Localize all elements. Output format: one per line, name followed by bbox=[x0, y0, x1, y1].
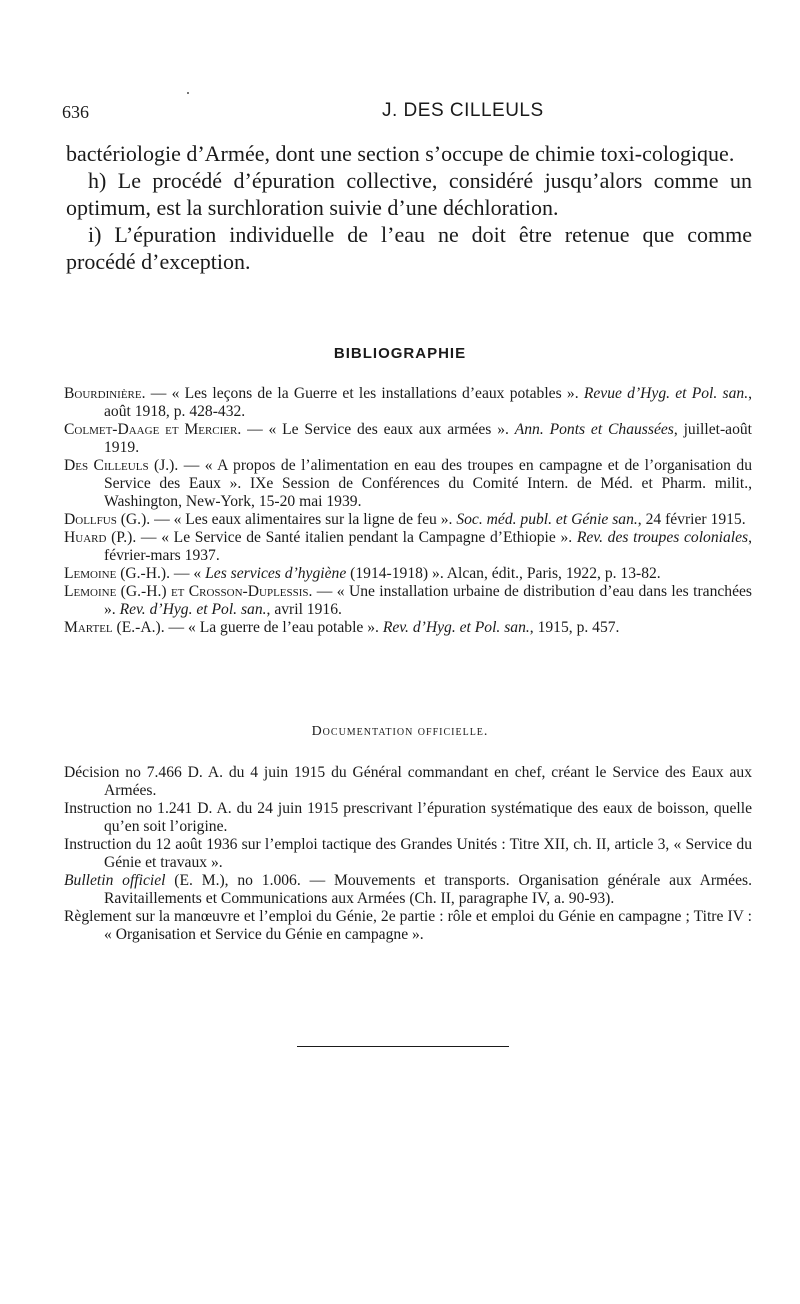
entry-text: — « Le Service des eaux aux armées ». bbox=[241, 421, 515, 438]
entry-author: Lemoine (G.-H.). bbox=[64, 565, 170, 582]
end-rule bbox=[297, 1046, 509, 1047]
bibliography-entry bbox=[64, 583, 752, 619]
entry-text: — « Une installation urbaine de distribution d’eau dans les tranchées ». bbox=[104, 583, 752, 618]
entry-text: — « Les leçons de la Guerre et les installations d’eaux potables ». bbox=[145, 385, 584, 402]
official-documentation-heading: Documentation officielle. bbox=[311, 724, 489, 739]
entry-text: — « La guerre de l’eau potable ». bbox=[164, 619, 383, 636]
bibliography-entry bbox=[64, 511, 752, 529]
entry-tail: , 1915, p. 457. bbox=[529, 619, 620, 636]
body-text bbox=[66, 140, 752, 275]
entry-text: Décision no 7.466 D. A. du 4 juin 1915 du Général commandant en chef, créant le Service des Eaux aux Armées. bbox=[64, 764, 752, 799]
entry-source: Les services d’hygiène bbox=[205, 565, 347, 582]
entry-text: Règlement sur la manœuvre et l’emploi du Génie, 2e partie : rôle et emploi du Génie en campagne ; Titre IV : « Organisation et Service du Génie en campagne ». bbox=[64, 908, 752, 943]
entry-tail: (1914-1918) ». Alcan, édit., Paris, 1922, p. 13-82. bbox=[346, 565, 661, 582]
page-header bbox=[62, 102, 752, 128]
entry-text: — « bbox=[170, 565, 206, 582]
bibliography-entry bbox=[64, 619, 752, 637]
bibliography-entry bbox=[64, 457, 752, 511]
entry-source: Ann. Ponts et Chaussées bbox=[514, 421, 674, 438]
entry-tail: , 24 février 1915. bbox=[637, 511, 746, 528]
entry-text: — « Le Service de Santé italien pendant la Campagne d’Ethiopie ». bbox=[136, 529, 577, 546]
entry-tail: , juillet-août 1919. bbox=[104, 421, 753, 456]
entry-text: (E. M.), no 1.006. — Mouvements et transports. Organisation générale aux Armées. Ravitaillements et Communications aux Armées (Ch. II, paragraphe IV, a. 90-93). bbox=[104, 872, 752, 907]
entry-source: Revue d’Hyg. et Pol. san. bbox=[583, 385, 749, 402]
bibliography-heading: BIBLIOGRAPHIE bbox=[333, 345, 467, 362]
page-number: 636 bbox=[62, 102, 89, 122]
official-entry bbox=[64, 872, 752, 908]
paragraph: i) L’épuration individuelle de l’eau ne doit être retenue que comme procédé d’exception. bbox=[66, 222, 752, 274]
bibliography-entry bbox=[64, 421, 752, 457]
entry-tail: , février-mars 1937. bbox=[104, 529, 753, 564]
official-entry bbox=[64, 764, 752, 800]
entry-source: Rev. d’Hyg. et Pol. san. bbox=[382, 619, 530, 636]
entry-author: Dollfus (G.). bbox=[64, 511, 151, 528]
entry-author: Des Cilleuls (J.). bbox=[64, 457, 179, 474]
entry-source: Rev. d’Hyg. et Pol. san. bbox=[119, 601, 267, 618]
entry-tail: , août 1918, p. 428-432. bbox=[104, 385, 752, 420]
entry-author: Bourdinière. bbox=[64, 385, 146, 402]
bibliography-entry bbox=[64, 385, 752, 421]
entry-text: — « A propos de l’alimentation en eau des troupes en campagne et de l’organisation du Service des Eaux ». IXe Session de Conférences du Comité Intern. de Méd. et Pharm. milit., Washington, New-York, 15-20 mai 1939. bbox=[104, 457, 752, 510]
entry-text: — « Les eaux alimentaires sur la ligne de feu ». bbox=[150, 511, 457, 528]
entry-tail: , avril 1916. bbox=[266, 601, 342, 618]
entry-text: Instruction du 12 août 1936 sur l’emploi tactique des Grandes Unités : Titre XII, ch. II, article 3, « Service du Génie et travaux ». bbox=[64, 836, 752, 871]
entry-text: Instruction no 1.241 D. A. du 24 juin 1915 prescrivant l’épuration systématique des eaux de boisson, quelle qu’en soit l’origine. bbox=[64, 800, 752, 835]
paragraph: h) Le procédé d’épuration collective, considéré jusqu’alors comme un optimum, est la surchloration suivie d’une déchloration. bbox=[66, 168, 752, 220]
official-entry bbox=[64, 800, 752, 836]
entry-author: Lemoine (G.-H.) et Crosson-Duplessis. bbox=[64, 583, 313, 600]
entry-source: Rev. des troupes coloniales bbox=[576, 529, 749, 546]
bibliography-entry bbox=[64, 529, 752, 565]
official-entry bbox=[64, 908, 752, 944]
entry-author: Colmet-Daage et Mercier. bbox=[64, 421, 242, 438]
entry-source: Soc. méd. publ. et Génie san. bbox=[456, 511, 638, 528]
paragraph: bactériologie d’Armée, dont une section s’occupe de chimie toxi-cologique. bbox=[66, 141, 735, 166]
entry-lead: Bulletin officiel bbox=[64, 872, 166, 889]
entry-author: Martel (E.-A.). bbox=[64, 619, 165, 636]
running-head: J. DES CILLEULS bbox=[382, 100, 544, 121]
bibliography-entry bbox=[64, 565, 752, 583]
print-speck bbox=[187, 92, 189, 94]
bibliography-list bbox=[64, 385, 752, 637]
official-entry bbox=[64, 836, 752, 872]
official-documentation-list bbox=[64, 764, 752, 944]
entry-author: Huard (P.). bbox=[64, 529, 137, 546]
